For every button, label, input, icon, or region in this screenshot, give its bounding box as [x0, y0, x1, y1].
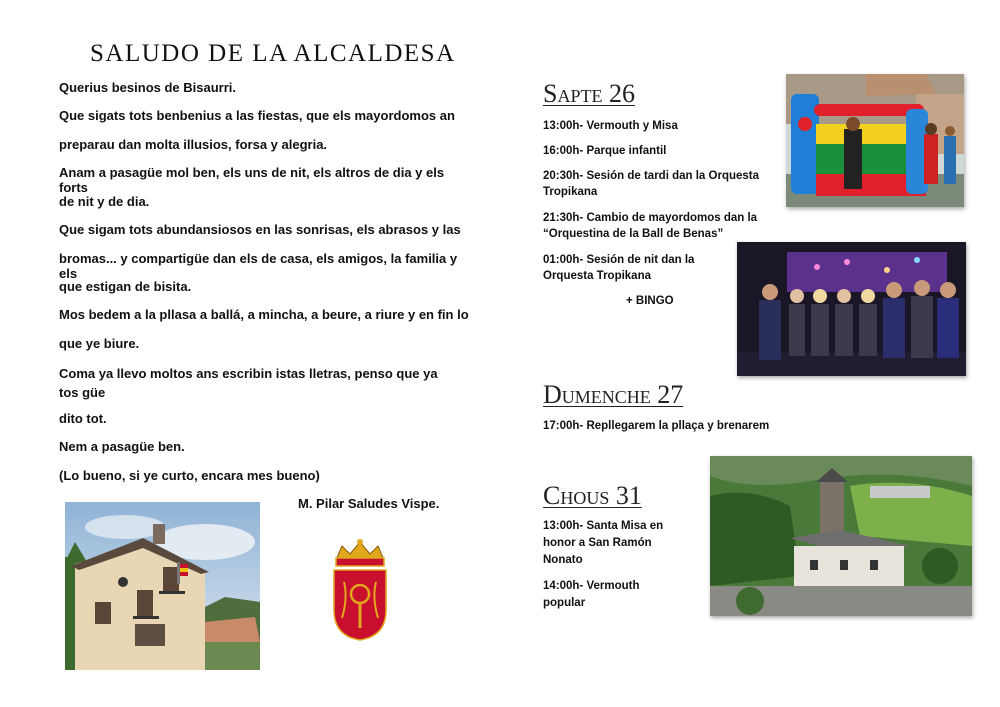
- event-item: 20:30h- Sesión de tardi dan la Orquesta Tropikana: [543, 170, 760, 198]
- bingo-note: + BINGO: [626, 295, 674, 307]
- letter-line: (Lo bueno, si ye curto, encara mes bueno): [59, 468, 320, 483]
- letter-line: de nit y de dia.: [59, 194, 150, 209]
- letter-line: Que sigam tots abundansiosos en las sonrisas, els abrasos y las: [59, 222, 461, 237]
- bouncy-castle-photo: [786, 74, 964, 207]
- letter-line: Anam a pasagüe mol ben, els uns de nit, els altros de dia y els forts: [59, 165, 445, 195]
- sunday-events: [543, 418, 803, 434]
- event-item: 01:00h- Sesión de nit dan la Orquesta Tropikana: [543, 254, 695, 282]
- event-item: 17:00h- Repllegarem la pllaça y brenarem: [543, 420, 770, 432]
- village-aerial-photo: [710, 456, 972, 616]
- letter-line: que ye biure.: [59, 336, 140, 351]
- coat-of-arms-icon: [330, 538, 390, 642]
- orchestra-photo: [737, 242, 966, 376]
- letter-title: SALUDO DE LA ALCALDESA: [90, 40, 456, 67]
- event-item: 16:00h- Parque infantil: [543, 145, 667, 157]
- thursday-events: [543, 518, 683, 612]
- letter-line: bromas... y compartigüe dan els de casa, els amigos, la familia y els: [59, 251, 458, 281]
- event-item: 21:30h- Cambio de mayordomos dan la “Orquestina de la Ball de Benas”: [543, 212, 758, 240]
- event-item: 13:00h- Vermouth y Misa: [543, 120, 678, 132]
- letter-line: preparau dan molta illusios, forsa y alegria.: [59, 137, 328, 152]
- letter-line: dito tot.: [59, 411, 107, 426]
- letter-line: Coma ya llevo moltos ans escribin istas lletras, penso que ya tos güe: [59, 366, 438, 400]
- letter-line: Nem a pasagüe ben.: [59, 439, 185, 454]
- letter-line: Querius besinos de Bisaurri.: [59, 80, 236, 95]
- event-item: 14:00h- Vermouth popular: [543, 580, 640, 609]
- event-item: 13:00h- Santa Misa en honor a San Ramón Nonato: [543, 520, 664, 566]
- day-title-sunday: Dumenche 27: [543, 380, 684, 409]
- signature: M. Pilar Saludes Vispe.: [298, 496, 440, 511]
- letter-line: Que sigats tots benbenius a las fiestas, que els mayordomos an: [59, 108, 455, 123]
- day-title-thursday: Chous 31: [543, 481, 642, 510]
- town-hall-photo: [65, 502, 260, 670]
- letter-line: que estigan de bisita.: [59, 279, 192, 294]
- day-title-saturday: Sapte 26: [543, 79, 635, 108]
- letter-line: Mos bedem a la pllasa a ballá, a mincha, a beure, a riure y en fin lo: [59, 307, 469, 322]
